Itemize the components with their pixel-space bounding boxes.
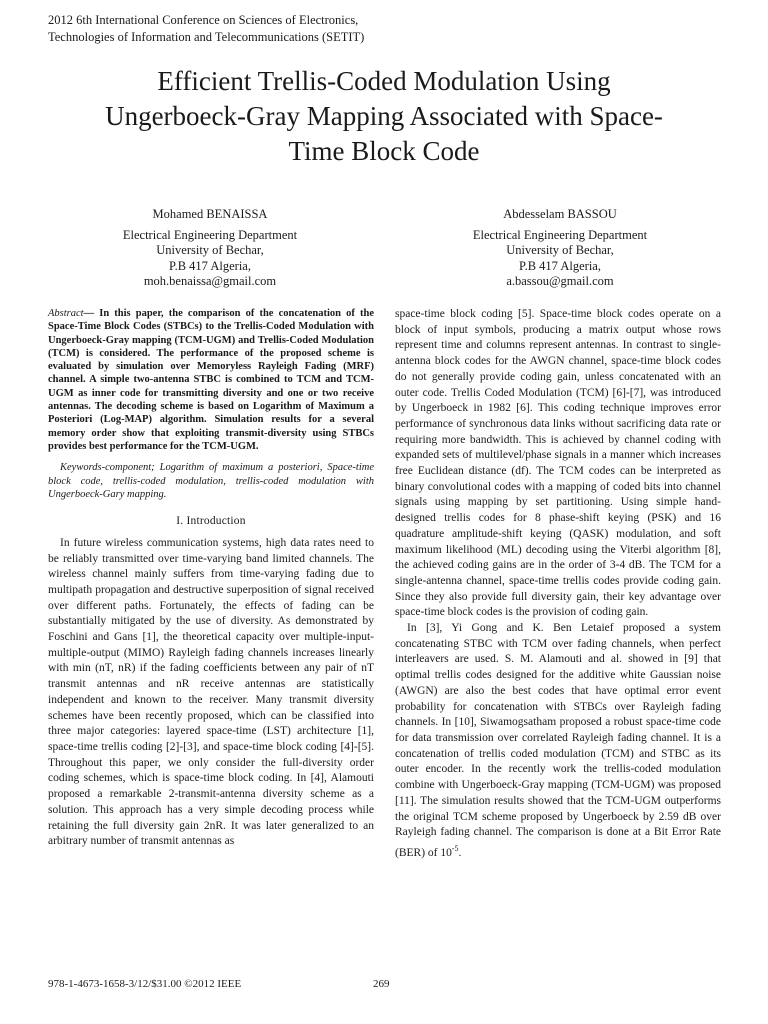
abstract-label: Abstract (48, 308, 84, 319)
author-email: moh.benaissa@gmail.com (143, 274, 277, 288)
ber-exponent: -5 (451, 843, 459, 853)
author-email: a.bassou@gmail.com (506, 274, 614, 288)
right-paragraph-2-end: . (458, 846, 462, 859)
author-address: P.B 417 Algeria, (169, 258, 251, 273)
author-dept: Electrical Engineering Department (472, 227, 648, 242)
author-name: Mohamed BENAISSA (152, 207, 268, 221)
right-column (395, 307, 721, 861)
title-line-3: Time Block Code (288, 136, 480, 166)
title-line-1: Efficient Trellis-Coded Modulation Using (157, 66, 611, 96)
author-name: Abdesselam BASSOU (503, 207, 617, 221)
author-block-1 (80, 207, 340, 290)
author-address: P.B 417 Algeria, (519, 258, 601, 273)
conference-line-1: 2012 6th International Conference on Sciences of Electronics, (48, 13, 359, 27)
left-column (48, 307, 374, 850)
keywords: Keywords-component; Logarithm of maximum a posteriori, Space-time block code, trellis-coded modulation, trellis-coded modulation with Ungerboeck-Gary mapping. (48, 462, 374, 500)
intro-paragraph-1: In future wireless communication systems, high data rates need to be reliably transmitted over time-varying band limited channels. The wireless channel mainly suffers from time-varying fading due to multipath propagation and destructive superposition of signal received over different paths. Fortunately, the effects of fading can be substantially mitigated by the use of diversity. As demonstrated by Foschini and Gans [1], the theoretical capacity over multiple-input-multiple-output (MIMO) Rayleigh fading channels increases linearly with min (nT, nR) if the fading coefficients between any pair of nT transmit antennas and nR receive antennas are statistically independent and known to the receiver. Many transmit diversity schemes have been recently proposed, which can be classified into three major categories: layered space-time (LST) architecture [1], space-time trellis coding [2]-[3], and space-time block coding [4]-[5]. Throughout this paper, we only consider the full-diversity order coding schemes, which is space-time block coding. In [4], Alamouti proposed a remarkable 2-transmit-antenna diversity scheme as a solution. This approach has a very simple decoding process while retaining the full diversity gain 2nR. It was later generalized to an arbitrary number of transmit antennas as (48, 536, 374, 848)
conference-header (48, 12, 364, 46)
author-dept: Electrical Engineering Department (122, 227, 298, 242)
author-univ: University of Bechar, (506, 243, 614, 257)
right-paragraph-2-text: In [3], Yi Gong and K. Ben Letaief proposed a system concatenating STBC with TCM over fading channels, when perfect interleavers are used. S. M. Alamouti and al. showed in [9] that optimal trellis codes designed for the additive white Gaussian noise (AWGN) are also the best codes that have optimal error event probability for concatenation with STBCs over Rayleigh fading channels. In [10], Siwamogsatham proposed a robust space-time code for data transmission over correlated Rayleigh fading channel. It is a concatenation of trellis coded modulation (TCM) and STBC as its outer encoder. In the recently work the trellis-coded modulation combine with Ungerboeck-Gray mapping (TCM-UGM) was proposed [11]. The simulation results showed that the TCM-UGM outperforms the original TCM scheme proposed by Ungerboeck by 2.59 dB over Rayleigh fading channel. The comparison is done at a Bit Error Rate (BER) of 10 (395, 622, 721, 859)
paper-title (40, 64, 728, 169)
section-heading-introduction: I. Introduction (176, 515, 246, 528)
conference-line-2: Technologies of Information and Telecommunications (SETIT) (48, 30, 365, 44)
footer-isbn: 978-1-4673-1658-3/12/$31.00 ©2012 IEEE (48, 978, 242, 990)
author-univ: University of Bechar, (156, 243, 264, 257)
title-line-2: Ungerboeck-Gray Mapping Associated with Space- (105, 101, 663, 131)
abstract-text: — In this paper, the comparison of the concatenation of the Space-Time Block Codes (STBCs) to the Trellis-Coded Modulation with Ungerboeck-Gray mapping (TCM-UGM) and Trellis-Coded Modulation (TCM) is considered. The performance of the proposed scheme is evaluated by simulation over Memoryless Rayleigh Fading (MRF) channel. A simple two-antenna STBC is combined to TCM and TCM-UGM as inner code for transmitting diversity and one or two receive antennas. The decoding scheme is based on Logarithm of Maximum a Posteriori (Log-MAP) algorithm. Simulation results for a several memory order show that exploiting transmit-diversity using STBCs provides best performance for the TCM-UGM. (48, 308, 374, 452)
right-paragraph-2 (395, 621, 721, 861)
abstract (48, 307, 374, 453)
right-paragraph-1: space-time block coding [5]. Space-time block codes operate on a block of input symbols, producing a matrix output whose rows represent time and columns represent antennas. In contrast to single-antenna block codes for the AWGN channel, space-time block codes do not generally provide coding gain, unless concatenated with an outer code. Trellis Coded Modulation (TCM) [6]-[7], was introduced by Ungerboeck in 1982 [6]. This coding technique improves error performance of synchronous data links without sacrificing data rate or requiring more bandwidth. This is achieved by channel coding with expanded sets of multilevel/phase signals in a manner which increases free Euclidean distance (df). The TCM codes can be interpreted as binary convolutional codes with a mapping of coded bits into channel signals using mapping by set partitioning. Using simple hand-designed trellis codes for 8 phase-shift keying (PSK) and 16 quadrature amplitude-shift keying (QASK) modulation, and soft maximum likelihood (ML) decoding using the Viterbi algorithm [8], the achieved coding gains are in the order of 3-4 dB. The TCM for a single-antenna channel, space-time trellis codes provide coding gain. Since they also provide full diversity gain, their key advantage over space-time block codes is the provision of coding gain. (395, 308, 721, 619)
page-number: 269 (373, 978, 390, 990)
author-block-2 (430, 207, 690, 290)
